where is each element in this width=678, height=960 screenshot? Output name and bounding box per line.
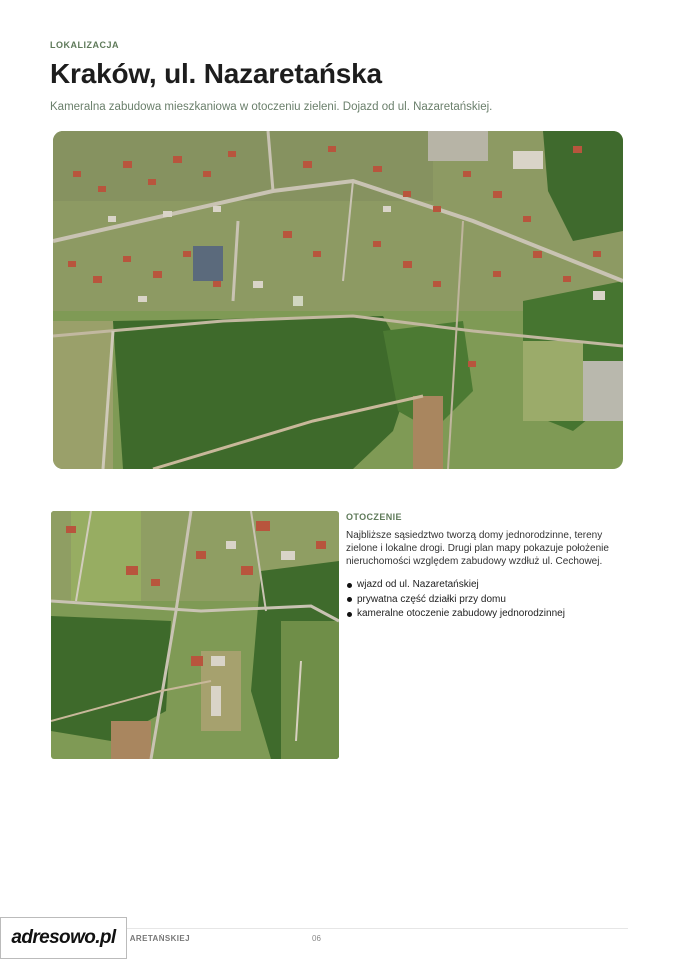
footer-label: ARETAŃSKIEJ [130, 934, 190, 943]
footer-divider [50, 928, 628, 929]
page-title: Kraków, ul. Nazaretańska [50, 58, 382, 89]
bullet-item: wjazd od ul. Nazaretańskiej [346, 578, 565, 593]
bullet-item: kameralne otoczenie zabudowy jednorodzinnej [346, 607, 565, 622]
aerial-map-main-image [53, 131, 623, 469]
surroundings-bullet-list [346, 578, 565, 622]
surroundings-description: Najbliższe sąsiedztwo tworzą domy jednorodzinne, tereny zielone i lokalne drogi. Drugi plan mapy pokazuje położenie nieruchomości względem zabudowy wzdłuż ul. Cechowej. [346, 530, 609, 567]
aerial-map-main [53, 131, 623, 469]
aerial-map-detail-image [51, 511, 339, 759]
page-subtitle: Kameralna zabudowa mieszkaniowa w otoczeniu zieleni. Dojazd od ul. Nazaretańskiej. [50, 101, 493, 113]
bullet-item: prywatna część działki przy domu [346, 593, 565, 608]
adresowo-logo[interactable]: adresowo.pl [0, 917, 127, 959]
page-number: 06 [312, 934, 321, 943]
aerial-map-detail [51, 511, 339, 759]
section-eyebrow: LOKALIZACJA [50, 40, 119, 50]
surroundings-heading: OTOCZENIE [346, 512, 402, 522]
